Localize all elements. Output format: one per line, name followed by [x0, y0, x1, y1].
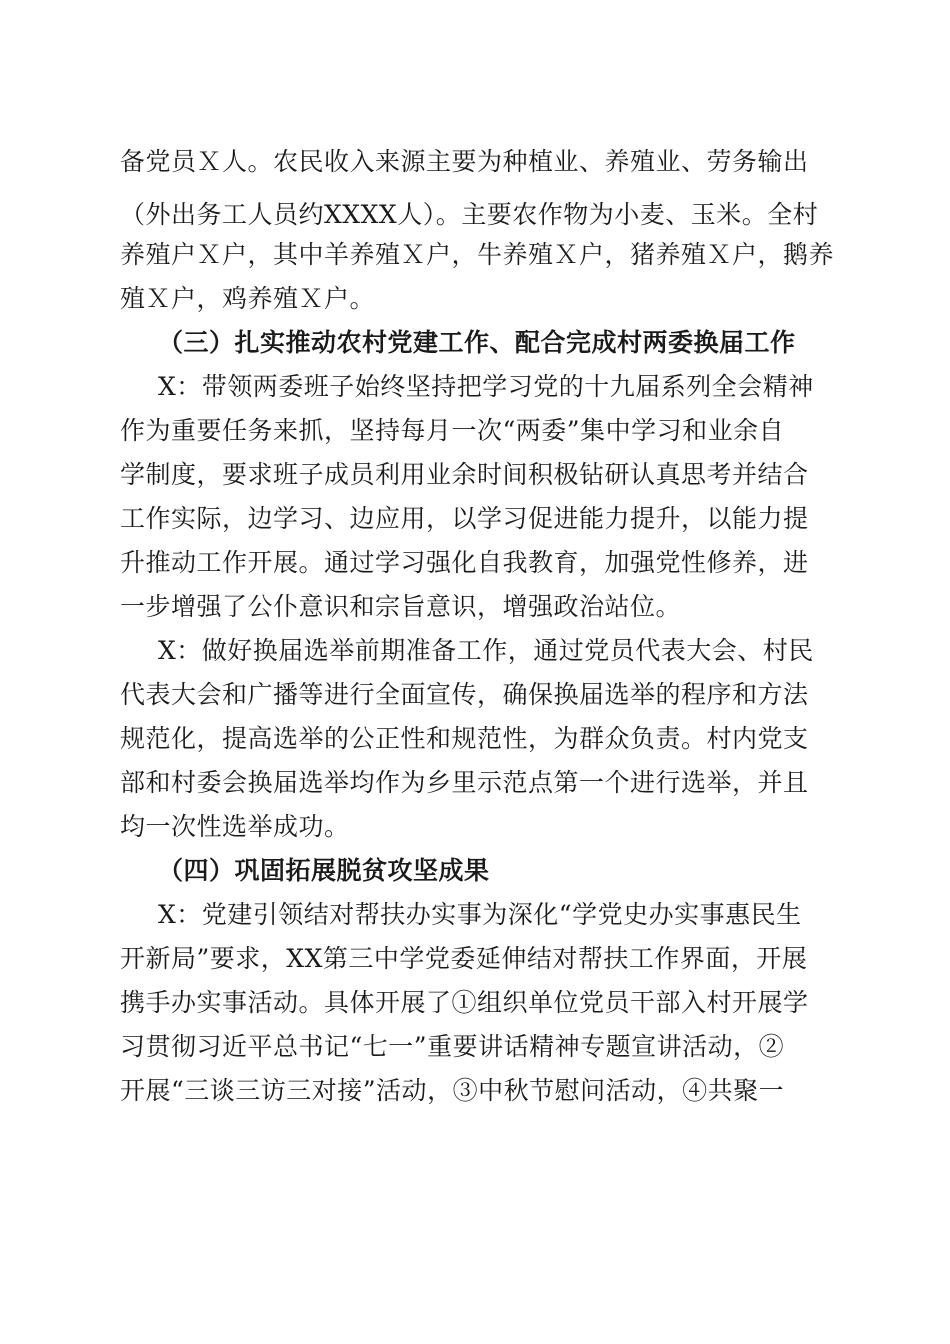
paragraph-line: （外出务工人员约XXXX人）。主要农作物为小麦、玉米。全村 [120, 200, 819, 229]
paragraph-line: 部和村委会换届选举均作为乡里示范点第一个进行选举，并且 [120, 768, 809, 797]
paragraph-line: X：带领两委班子始终坚持把学习党的十九届系列全会精神 [158, 372, 814, 401]
paragraph-line: 开新局”要求，XX第三中学党委延伸结对帮扶工作界面，开展 [120, 944, 808, 973]
paragraph-line: X：党建引领结对帮扶办实事为深化“学党史办实事惠民生 [158, 900, 802, 929]
paragraph-line: X：做好换届选举前期准备工作，通过党员代表大会、村民 [158, 636, 814, 665]
paragraph-line: 均一次性选举成功。 [120, 812, 350, 841]
paragraph-line: 一步增强了公仆意识和宗旨意识，增强政治站位。 [120, 592, 682, 621]
paragraph-line: 工作实际，边学习、边应用，以学习促进能力提升，以能力提 [120, 504, 809, 533]
section-heading: （三）扎实推动农村党建工作、配合完成村两委换届工作 [158, 328, 796, 357]
paragraph-line: 携手办实事活动。具体开展了①组织单位党员干部入村开展学 [120, 988, 809, 1017]
paragraph-line: 代表大会和广播等进行全面宣传，确保换届选举的程序和方法 [120, 680, 809, 709]
paragraph-line: 升推动工作开展。通过学习强化自我教育，加强党性修养，进 [120, 548, 809, 577]
section-heading: （四）巩固拓展脱贫攻坚成果 [158, 856, 490, 885]
paragraph-line: 备党员Ｘ人。农民收入来源主要为种植业、养殖业、劳务输出 [120, 147, 809, 176]
paragraph-line: 习贯彻习近平总书记“七一”重要讲话精神专题宣讲活动，② [120, 1032, 785, 1061]
paragraph-line: 开展“三谈三访三对接”活动，③中秋节慰问活动，④共聚一 [120, 1076, 785, 1105]
paragraph-line: 学制度，要求班子成员利用业余时间积极钻研认真思考并结合 [120, 460, 809, 489]
paragraph-line: 规范化，提高选举的公正性和规范性，为群众负责。村内党支 [120, 724, 809, 753]
paragraph-line: 殖Ｘ户，鸡养殖Ｘ户。 [120, 284, 376, 313]
paragraph-line: 养殖户Ｘ户，其中羊养殖Ｘ户，牛养殖Ｘ户，猪养殖Ｘ户，鹅养 [120, 240, 835, 269]
paragraph-line: 作为重要任务来抓，坚持每月一次“两委”集中学习和业余自 [120, 416, 785, 445]
